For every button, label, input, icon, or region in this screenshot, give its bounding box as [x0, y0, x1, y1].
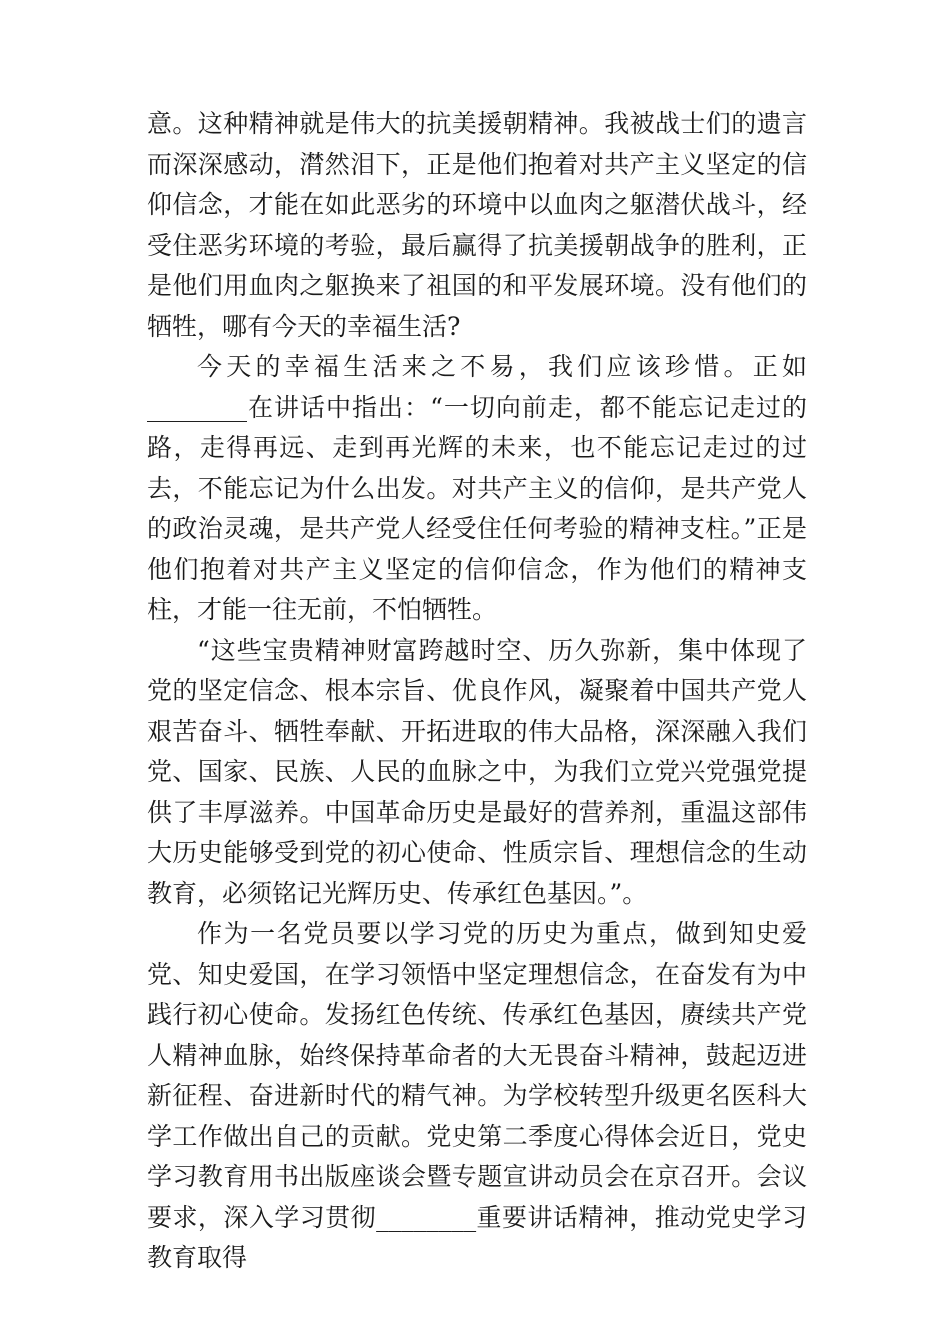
- paragraph-happy-life: 今天的幸福生活来之不易，我们应该珍惜。正如________在讲话中指出：“一切向前走，都不能忘记走过的路，走得再远、走到再光辉的未来，也不能忘记走过的过去，不能忘记为什么出发。对共产主义的信仰，是共产党人的政治灵魂，是共产党人经受住任何考验的精神支柱。”正是他们抱着对共产主义坚定的信仰信念，作为他们的精神支柱，才能一往无前，不怕牺牲。: [147, 352, 807, 624]
- paragraph-party-member: 作为一名党员要以学习党的历史为重点，做到知史爱党、知史爱国，在学习领悟中坚定理想信念，在奋发有为中践行初心使命。发扬红色传统、传承红色基因，赓续共产党人精神血脉，始终保持革命者的大无畏奋斗精神，鼓起迈进新征程、奋进新时代的精气神。为学校转型升级更名医科大学工作做出自己的贡献。党史第二季度心得体会近日，党史学习教育用书出版座谈会暨专题宣讲动员会在京召开。会议要求，深入学习贯彻________重要讲话精神，推动党史学习教育取得: [147, 919, 807, 1272]
- paragraph-continuation: 意。这种精神就是伟大的抗美援朝精神。我被战士们的遗言而深深感动，潸然泪下，正是他们抱着对共产主义坚定的信仰信念，才能在如此恶劣的环境中以血肉之躯潜伏战斗，经受住恶劣环境的考验，最后赢得了抗美援朝战争的胜利，正是他们用血肉之躯换来了祖国的和平发展环境。没有他们的牺牲，哪有今天的幸福生活?: [147, 109, 807, 341]
- body-text: [147, 104, 807, 1279]
- paragraph-quote-spirit: “这些宝贵精神财富跨越时空、历久弥新，集中体现了党的坚定信念、根本宗旨、优良作风，凝聚着中国共产党人艰苦奋斗、牺牲奉献、开拓进取的伟大品格，深深融入我们党、国家、民族、人民的血脉之中，为我们立党兴党强党提供了丰厚滋养。中国革命历史是最好的营养剂，重温这部伟大历史能够受到党的初心使命、性质宗旨、理想信念的生动教育，必须铭记光辉历史、传承红色基因。”。: [147, 635, 807, 908]
